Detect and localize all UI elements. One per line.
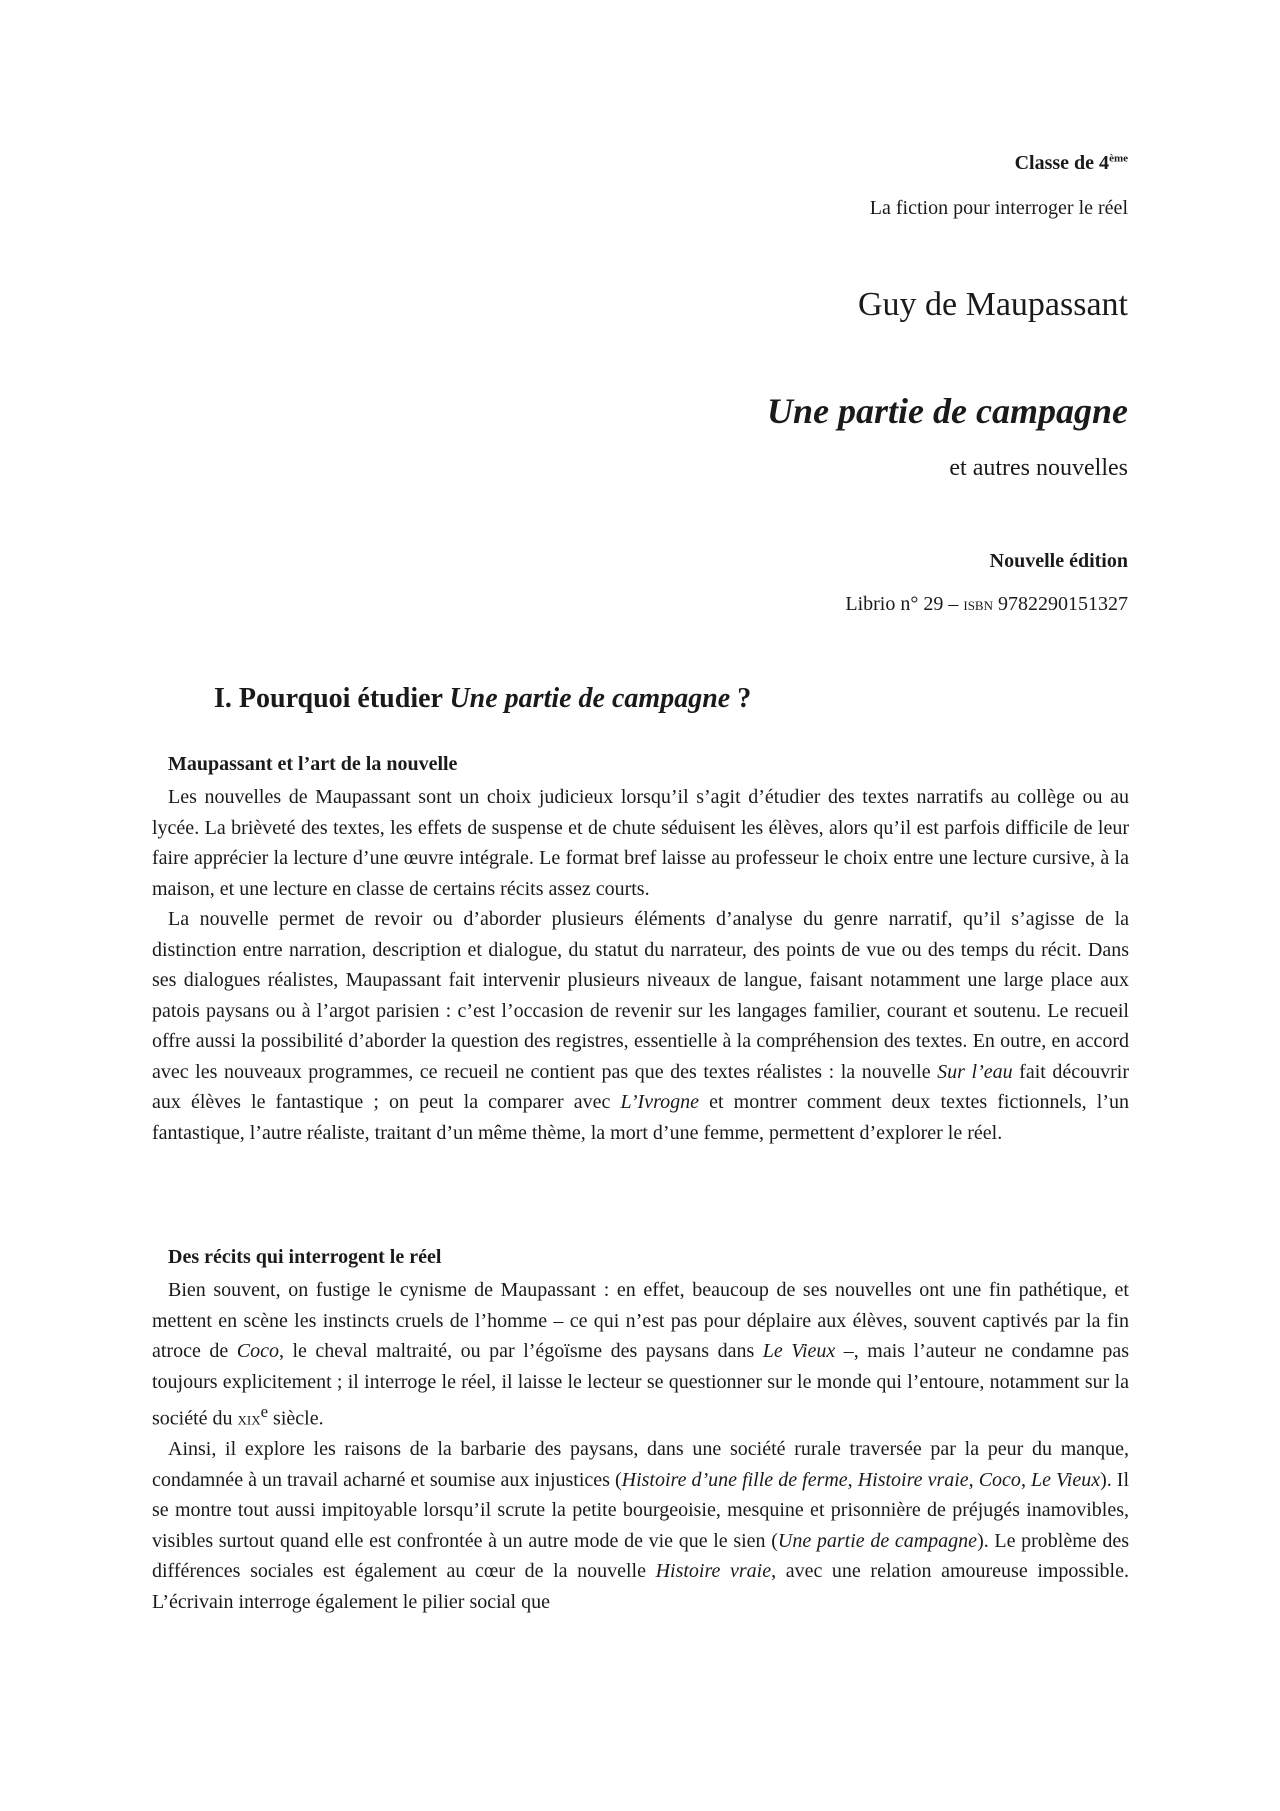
author-name: Guy de Maupassant — [857, 286, 1128, 323]
section-heading-title: Une partie de campagne — [449, 683, 731, 714]
work-reference: Le Vieux — [1030, 1468, 1101, 1491]
paragraph: Bien souvent, on fustige le cynisme de Maupassant : en effet, beaucoup de ses nouvelles ont une fin pathétique, et mettent en scène les instincts cruels de l’homme – ce qui n’est pas pour déplaire aux élèves, souvent captivés par la fin atroce de Coco, le cheval maltraité, ou par l’égoïsme des paysans dans Le Vieux –, mais l’auteur ne condamne pas toujours explicitement ; il interroge le réel, il laisse le lecteur se questionner sur le monde qui l’entoure, notamment sur la société du xix$^e$ siècle. — [152, 1279, 1129, 1430]
class-level-superscript: ème — [1109, 152, 1128, 165]
work-reference: Histoire d’une fille de ferme — [621, 1468, 848, 1491]
class-level — [1015, 152, 1128, 175]
work-title: Une partie de campagne — [767, 391, 1128, 431]
reference-prefix: Librio n° 29 – — [845, 593, 959, 615]
subsection-1-title: Maupassant et l’art de la nouvelle — [168, 753, 458, 775]
work-reference: Coco — [978, 1468, 1021, 1491]
subsection-1 — [152, 752, 1129, 1148]
theme-line: La fiction pour interroger le réel — [869, 197, 1128, 219]
work-reference: Histoire vraie — [655, 1560, 772, 1583]
work-reference: Coco — [236, 1340, 279, 1362]
work-reference: Sur l’eau — [937, 1060, 1013, 1083]
section-heading-suffix: ? — [730, 683, 752, 714]
subsection-2 — [152, 1245, 1129, 1617]
isbn-number: 9782290151327 — [998, 593, 1128, 615]
section-heading-prefix: I. Pourquoi étudier — [214, 683, 443, 714]
subsection-2-title: Des récits qui interrogent le réel — [168, 1246, 442, 1268]
work-reference: L’Ivrogne — [620, 1091, 700, 1113]
book-reference — [845, 593, 1128, 616]
work-reference: Histoire vraie — [857, 1468, 969, 1491]
edition-label: Nouvelle édition — [989, 550, 1128, 572]
paragraph: Les nouvelles de Maupassant sont un choix judicieux lorsqu’il s’agit d’étudier des textes narratifs au collège ou au lycée. La brièveté des textes, les effets de suspense et de chute séduisent les élèves, alors qu’il est parfois difficile de leur faire apprécier la lecture d’une œuvre intégrale. Le format bref laisse au professeur le choix entre une lecture cursive, à la maison, et une lecture en classe de certains récits assez courts. — [152, 786, 1129, 900]
section-heading — [214, 683, 751, 715]
paragraph: La nouvelle permet de revoir ou d’aborder plusieurs éléments d’analyse du genre narratif, qu’il s’agisse de la distinction entre narration, description et dialogue, du statut du narrateur, des points de vue ou des temps du récit. Dans ses dialogues réalistes, Maupassant fait intervenir plusieurs niveaux de langue, faisant notamment une large place aux patois paysans ou à l’argot parisien : c’est l’occasion de revenir sur les langages familier, courant et soutenu. Le recueil offre aussi la possibilité d’aborder la question des registres, essentielle à la compréhension des textes. En outre, en accord avec les nouveaux programmes, ce recueil ne contient pas que des textes réalistes : la nouvelle Sur l’eau fait découvrir aux élèves le fantastique ; on peut la comparer avec L’Ivrogne et montrer comment deux textes fictionnels, l’un fantastique, l’autre réaliste, traitant d’un même thème, la mort d’une femme, permettent d’explorer le réel. — [152, 908, 1130, 1144]
isbn-label: isbn — [963, 594, 993, 614]
work-subtitle: et autres nouvelles — [949, 455, 1128, 481]
paragraph: Ainsi, il explore les raisons de la barbarie des paysans, dans une société rurale traversée par la peur du manque, condamnée à un travail acharné et soumise aux injustices (Histoire d’une fille de ferme, Histoire vraie, Coco, Le Vieux). Il se montre tout aussi impitoyable lorsqu’il scrute la petite bourgeoisie, mesquine et prisonnière de préjugés inamovibles, visibles surtout quand elle est confrontée à un autre mode de vie que le sien (Une partie de campagne). Le problème des différences sociales est également au cœur de la nouvelle Histoire vraie, avec une relation amoureuse impossible. L’écrivain interroge également le pilier social que — [152, 1438, 1129, 1613]
work-reference: Le Vieux — [762, 1340, 836, 1362]
class-level-text: Classe de 4 — [1014, 152, 1110, 174]
century-numeral: xix — [237, 1408, 261, 1429]
work-reference: Une partie de campagne — [777, 1529, 978, 1552]
